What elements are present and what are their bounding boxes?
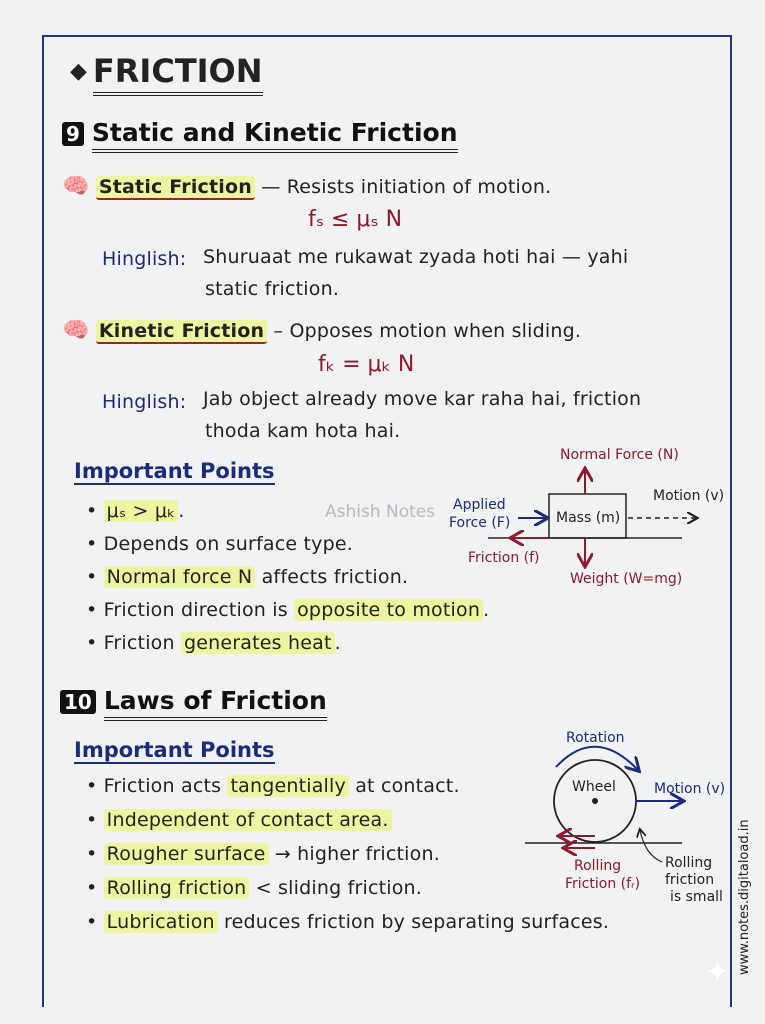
sparkle-icon: ✦: [705, 955, 731, 990]
section-number-badge: 9: [62, 122, 84, 146]
bullet-hl-text: μₛ > μₖ: [104, 500, 179, 522]
wheel-center: [592, 798, 598, 804]
bullet-item: [86, 566, 489, 599]
block-force-diagram: [440, 440, 740, 590]
bullet-icon: •: [86, 566, 104, 588]
label-note: friction: [665, 872, 715, 888]
bullet-icon: •: [86, 775, 104, 797]
bullet-icon: •: [86, 877, 104, 899]
pointer-arrow: [640, 830, 662, 862]
bullet-hl-text: tangentially: [227, 775, 349, 797]
bullet-post-text: affects friction.: [255, 566, 409, 588]
label-rolling-friction: Friction (fᵣ): [565, 876, 641, 892]
wheel-diagram: [510, 720, 740, 905]
hinglish-text: thoda kam hota hai.: [205, 420, 401, 442]
bullet-icon: •: [86, 809, 104, 831]
bullet-icon: •: [86, 500, 104, 522]
bullet-post-text: .: [483, 599, 490, 621]
kinetic-friction-desc: – Opposes motion when sliding.: [273, 320, 582, 342]
bullet-hl-text: Rolling friction: [104, 877, 250, 899]
section-9-points: [86, 500, 489, 665]
bullet-item: [86, 911, 609, 945]
bullet-icon: •: [86, 911, 104, 933]
static-formula: fₛ ≤ μₛ N: [308, 207, 403, 232]
kinetic-friction-line: [62, 318, 581, 343]
static-friction-line: [62, 174, 551, 199]
bullet-hl-text: opposite to motion: [294, 599, 483, 621]
bullet-pre-text: Friction acts: [103, 775, 228, 797]
bullet-post-text: < sliding friction.: [249, 877, 423, 899]
section-10-heading: [60, 686, 327, 715]
bullet-icon: •: [86, 599, 104, 621]
label-motion: Motion (v): [654, 781, 726, 797]
rotation-arrow: [556, 747, 638, 770]
label-note: Rolling: [665, 855, 713, 871]
hinglish-label: Hinglish:: [102, 391, 187, 413]
section-heading-text: Laws of Friction: [104, 686, 327, 721]
hinglish-text: Jab object already move kar raha hai, friction: [203, 388, 642, 410]
label-motion: Motion (v): [653, 488, 725, 504]
bullet-hl-text: generates heat: [181, 632, 335, 654]
bullet-hl-text: Independent of contact area.: [104, 809, 392, 831]
bullet-post-text: .: [334, 632, 341, 654]
label-rolling-friction: Rolling: [574, 858, 622, 874]
section-number-badge: 10: [60, 690, 96, 714]
bullet-hl-text: Rougher surface: [104, 843, 269, 865]
hinglish-text: Shuruaat me rukawat zyada hoti hai — yahi: [203, 246, 629, 268]
bullet-hl-text: Normal force N: [104, 566, 256, 588]
label-note: is small: [670, 889, 723, 905]
kinetic-friction-term: Kinetic Friction: [96, 320, 267, 344]
side-watermark: www.notes.digitaload.in: [737, 819, 752, 975]
page-title: [70, 52, 263, 90]
label-weight: Weight (W=mg): [570, 571, 683, 587]
section-9-heading: [62, 118, 458, 147]
title-text: FRICTION: [93, 52, 263, 96]
label-rotation: Rotation: [566, 730, 625, 746]
bullet-pre-text: Friction: [103, 632, 181, 654]
bullet-item: [86, 632, 489, 665]
section-heading-text: Static and Kinetic Friction: [92, 118, 458, 153]
bullet-post-text: → higher friction.: [268, 843, 440, 865]
important-points-heading: Important Points: [74, 459, 275, 483]
brain-icon: 🧠: [62, 318, 90, 343]
diamond-icon: ◆: [70, 59, 87, 84]
bullet-icon: •: [86, 632, 104, 654]
hinglish-label: Hinglish:: [102, 248, 187, 270]
label-friction: Friction (f): [468, 550, 540, 566]
bullet-pre-text: Friction direction is: [103, 599, 295, 621]
bullet-pre-text: Depends on surface type.: [103, 533, 354, 555]
bullet-post-text: at contact.: [348, 775, 460, 797]
label-applied: Applied: [453, 497, 506, 513]
bullet-icon: •: [86, 843, 104, 865]
static-friction-desc: — Resists initiation of motion.: [261, 176, 552, 198]
bullet-icon: •: [86, 533, 104, 555]
label-applied: Force (F): [449, 515, 511, 531]
kinetic-formula: fₖ = μₖ N: [318, 352, 415, 377]
label-wheel: Wheel: [572, 779, 616, 795]
brain-icon: 🧠: [62, 174, 90, 199]
hinglish-text: static friction.: [205, 278, 340, 300]
label-normal-force: Normal Force (N): [560, 447, 679, 463]
static-friction-term: Static Friction: [96, 176, 255, 200]
bullet-post-text: reduces friction by separating surfaces.: [217, 911, 610, 933]
label-mass: Mass (m): [556, 510, 621, 526]
bullet-post-text: .: [178, 500, 185, 522]
bullet-item: [86, 599, 489, 632]
watermark-text: Ashish Notes: [325, 502, 436, 522]
bullet-item: [86, 533, 489, 566]
bullet-hl-text: Lubrication: [104, 911, 218, 933]
important-points-heading: Important Points: [74, 738, 275, 762]
